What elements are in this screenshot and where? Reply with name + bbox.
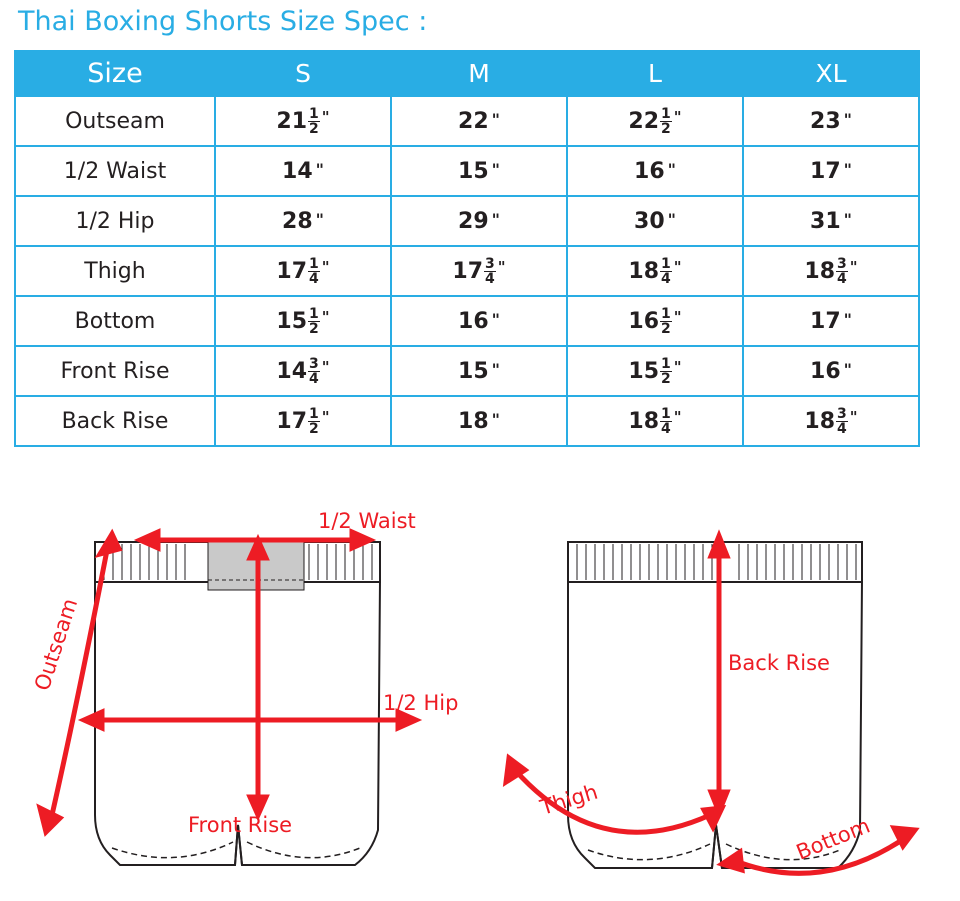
measurement-cell: 23 " [743, 96, 919, 146]
measurement-cell: 22 " [391, 96, 567, 146]
measurement-cell: 18 $\frac{1}{4}$ " [567, 246, 743, 296]
measurement-cell: 18 " [391, 396, 567, 446]
measurement-cell: 17 $\frac{1}{4}$ " [215, 246, 391, 296]
table-row [15, 96, 919, 146]
row-label: Thigh [15, 246, 215, 296]
measurement-cell: 21 $\frac{1}{2}$ " [215, 96, 391, 146]
measurement-cell: 18 $\frac{3}{4}$ " [743, 246, 919, 296]
measurement-cell: 18 $\frac{1}{4}$ " [567, 396, 743, 446]
measurement-cell: 14 " [215, 146, 391, 196]
measurement-cell: 16 " [391, 296, 567, 346]
measurement-cell: 15 " [391, 146, 567, 196]
label-outseam: Outseam [29, 595, 83, 694]
header-size-xl: XL [743, 51, 919, 96]
label-thigh: Thigh [537, 779, 601, 820]
row-label: Back Rise [15, 396, 215, 446]
measurement-cell: 15 $\frac{1}{2}$ " [567, 346, 743, 396]
measurement-cell: 15 " [391, 346, 567, 396]
table-row [15, 146, 919, 196]
label-back-rise: Back Rise [728, 651, 830, 675]
table-row [15, 296, 919, 346]
table-body [15, 96, 919, 446]
header-size-m: M [391, 51, 567, 96]
header-size: Size [15, 51, 215, 96]
measurement-cell: 17 $\frac{1}{2}$ " [215, 396, 391, 446]
measurement-cell: 18 $\frac{3}{4}$ " [743, 396, 919, 446]
label-half-waist: 1/2 Waist [318, 509, 416, 533]
label-half-hip: 1/2 Hip [383, 691, 459, 715]
row-label: Front Rise [15, 346, 215, 396]
measurement-diagram [0, 470, 960, 901]
measurement-cell: 17 $\frac{3}{4}$ " [391, 246, 567, 296]
table-header-row [15, 51, 919, 96]
label-bottom: Bottom [792, 813, 874, 865]
table-row [15, 396, 919, 446]
measurement-cell: 16 $\frac{1}{2}$ " [567, 296, 743, 346]
table-row [15, 196, 919, 246]
measurement-cell: 15 $\frac{1}{2}$ " [215, 296, 391, 346]
row-label: Bottom [15, 296, 215, 346]
table-header [15, 51, 919, 96]
label-front-rise: Front Rise [188, 813, 293, 837]
measurement-cell: 22 $\frac{1}{2}$ " [567, 96, 743, 146]
size-spec-table [14, 50, 920, 447]
table-row [15, 346, 919, 396]
measurement-cell: 14 $\frac{3}{4}$ " [215, 346, 391, 396]
measurement-cell: 28 " [215, 196, 391, 246]
row-label: 1/2 Waist [15, 146, 215, 196]
header-size-s: S [215, 51, 391, 96]
measurement-cell: 31 " [743, 196, 919, 246]
measurement-cell: 29 " [391, 196, 567, 246]
row-label: Outseam [15, 96, 215, 146]
table-row [15, 246, 919, 296]
measurement-cell: 16 " [567, 146, 743, 196]
measurement-cell: 17 " [743, 296, 919, 346]
measurement-cell: 30 " [567, 196, 743, 246]
row-label: 1/2 Hip [15, 196, 215, 246]
header-size-l: L [567, 51, 743, 96]
measurement-cell: 16 " [743, 346, 919, 396]
measurement-cell: 17 " [743, 146, 919, 196]
page-title: Thai Boxing Shorts Size Spec : [18, 6, 428, 37]
